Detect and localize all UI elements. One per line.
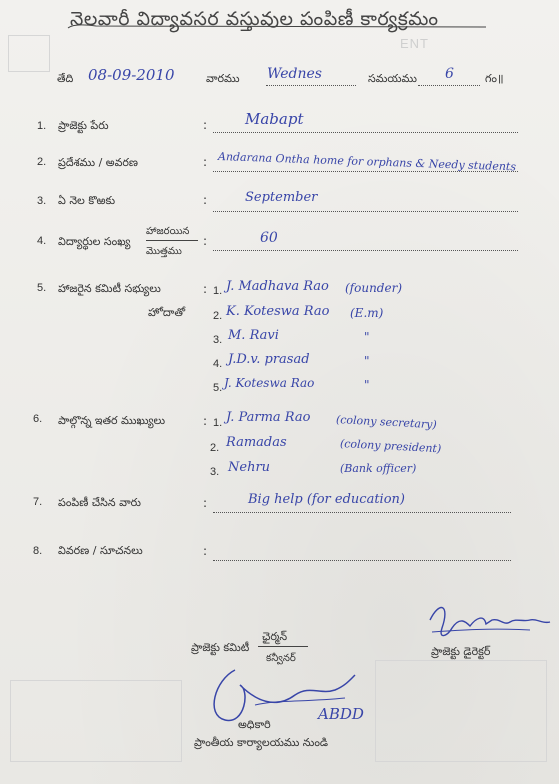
committee-signature-caption: ప్రాజెక్టు కమిటీ [191, 641, 250, 654]
field-number: 1. [37, 120, 47, 132]
field-officer-signature-text [196, 690, 201, 691]
field-colon: : [203, 544, 208, 558]
member-role: " [364, 378, 370, 392]
field-number: 2. [37, 156, 47, 168]
field-value-distributed-by: Big help (for education) [248, 492, 405, 507]
member-number: 2. [213, 310, 223, 322]
guest-number: 3. [210, 466, 220, 478]
field-number: 5. [37, 282, 47, 294]
guest-name: Nehru [228, 460, 271, 475]
guests-label: పాల్గొన్న ఇతర ముఖ్యులు [58, 414, 166, 427]
field-label-attended: హాజరయిన [146, 226, 190, 237]
member-name: M. Ravi [228, 328, 279, 343]
convener-label: కన్వీనర్ [266, 653, 296, 664]
field-colon: : [203, 282, 208, 296]
member-name: K. Koteswa Rao [226, 304, 330, 319]
office-sub-caption: అధికారి [238, 718, 271, 731]
time-dotted-line [418, 84, 480, 86]
office-handwritten-text: ABDD [318, 705, 364, 723]
member-role: " [364, 330, 370, 344]
committee-label: హాజరైన కమిటీ సభ్యులు [58, 282, 161, 295]
bleed-through-box [10, 680, 182, 762]
member-name: J. Koteswa Rao [224, 376, 315, 390]
member-number: 5. [213, 382, 223, 394]
field-colon: : [203, 496, 208, 510]
form-title: నెలవారీ విద్యావసర వస్తువుల పంపిణీ కార్యక్రమం [70, 8, 439, 30]
field-label-students: విద్యార్థుల సంఖ్య [58, 235, 131, 248]
field-dotted-line [213, 170, 518, 172]
day-value: Wednes [267, 66, 322, 82]
member-name: J. Madhava Rao [226, 279, 329, 294]
director-signature-text [448, 610, 456, 611]
field-number: 6. [33, 413, 43, 425]
field-number: 4. [37, 235, 47, 247]
field-number: 7. [33, 496, 43, 508]
field-value-project: Mabapt [245, 110, 304, 128]
guest-name: J. Parma Rao [226, 410, 311, 425]
field-label-place: ప్రదేశము / అవరణ [58, 156, 139, 169]
field-label-remarks: వివరణ / సూచనలు [58, 544, 143, 557]
time-label: సమయము [368, 72, 417, 85]
guest-number: 1. [213, 417, 223, 429]
field-colon: : [203, 155, 208, 169]
title-underline [66, 22, 496, 34]
field-value-students: 60 [260, 230, 278, 246]
field-value-place: Andarana Ontha home for orphans & Needy students [217, 150, 517, 174]
field-colon: : [203, 414, 208, 428]
time-suffix: గం॥ [485, 72, 504, 85]
member-name: J.D.v. prasad [228, 352, 310, 367]
bleed-through-logo [8, 35, 50, 72]
guest-name: Ramadas [226, 435, 287, 450]
field-label-distributed-by: పంపిణీ చేసిన వారు [58, 496, 141, 509]
office-caption: ప్రాంతీయ కార్యాలయము నుండి [194, 736, 329, 749]
committee-sub-label: హోదాతో [148, 306, 186, 319]
director-caption: ప్రాజెక్టు డైరెక్టర్ [431, 645, 491, 658]
member-number: 1. [213, 285, 223, 297]
chairman-label: ఛైర్మన్ [262, 630, 288, 643]
field-colon: : [203, 118, 208, 132]
field-number: 8. [33, 545, 43, 557]
signature-fraction-line [258, 646, 308, 647]
guest-role: (colony president) [339, 437, 442, 456]
field-dotted-line [213, 249, 518, 251]
field-dotted-line [213, 131, 518, 133]
field-label-month: ఏ నెల కొఱకు [58, 194, 116, 207]
day-label: వారము [206, 72, 240, 85]
field-label-total: మొత్తము [146, 246, 182, 257]
guest-number: 2. [210, 442, 220, 454]
member-number: 4. [213, 358, 223, 370]
fraction-line [146, 240, 198, 241]
field-value-month: September [245, 190, 318, 205]
time-value: 6 [445, 66, 454, 82]
date-label: తేది [57, 72, 74, 85]
field-dotted-line [213, 511, 511, 513]
field-colon: : [203, 193, 208, 207]
guest-role: (Bank officer) [340, 462, 417, 475]
field-colon: : [203, 234, 208, 248]
field-label-project: ప్రాజెక్టు పేరు [58, 119, 109, 132]
day-dotted-line [266, 84, 356, 86]
bleed-through-box [375, 660, 547, 762]
member-role: " [364, 354, 370, 368]
director-signature [420, 600, 555, 650]
field-dotted-line [213, 210, 518, 212]
member-number: 3. [213, 334, 223, 346]
bleed-through-text: ENT [400, 36, 429, 51]
field-number: 3. [37, 195, 47, 207]
date-value: 08-09-2010 [88, 66, 175, 84]
member-role: (founder) [345, 281, 403, 295]
field-dotted-line [213, 559, 511, 561]
member-role: (E.m) [350, 306, 384, 320]
guest-role: (colony secretary) [335, 413, 438, 432]
